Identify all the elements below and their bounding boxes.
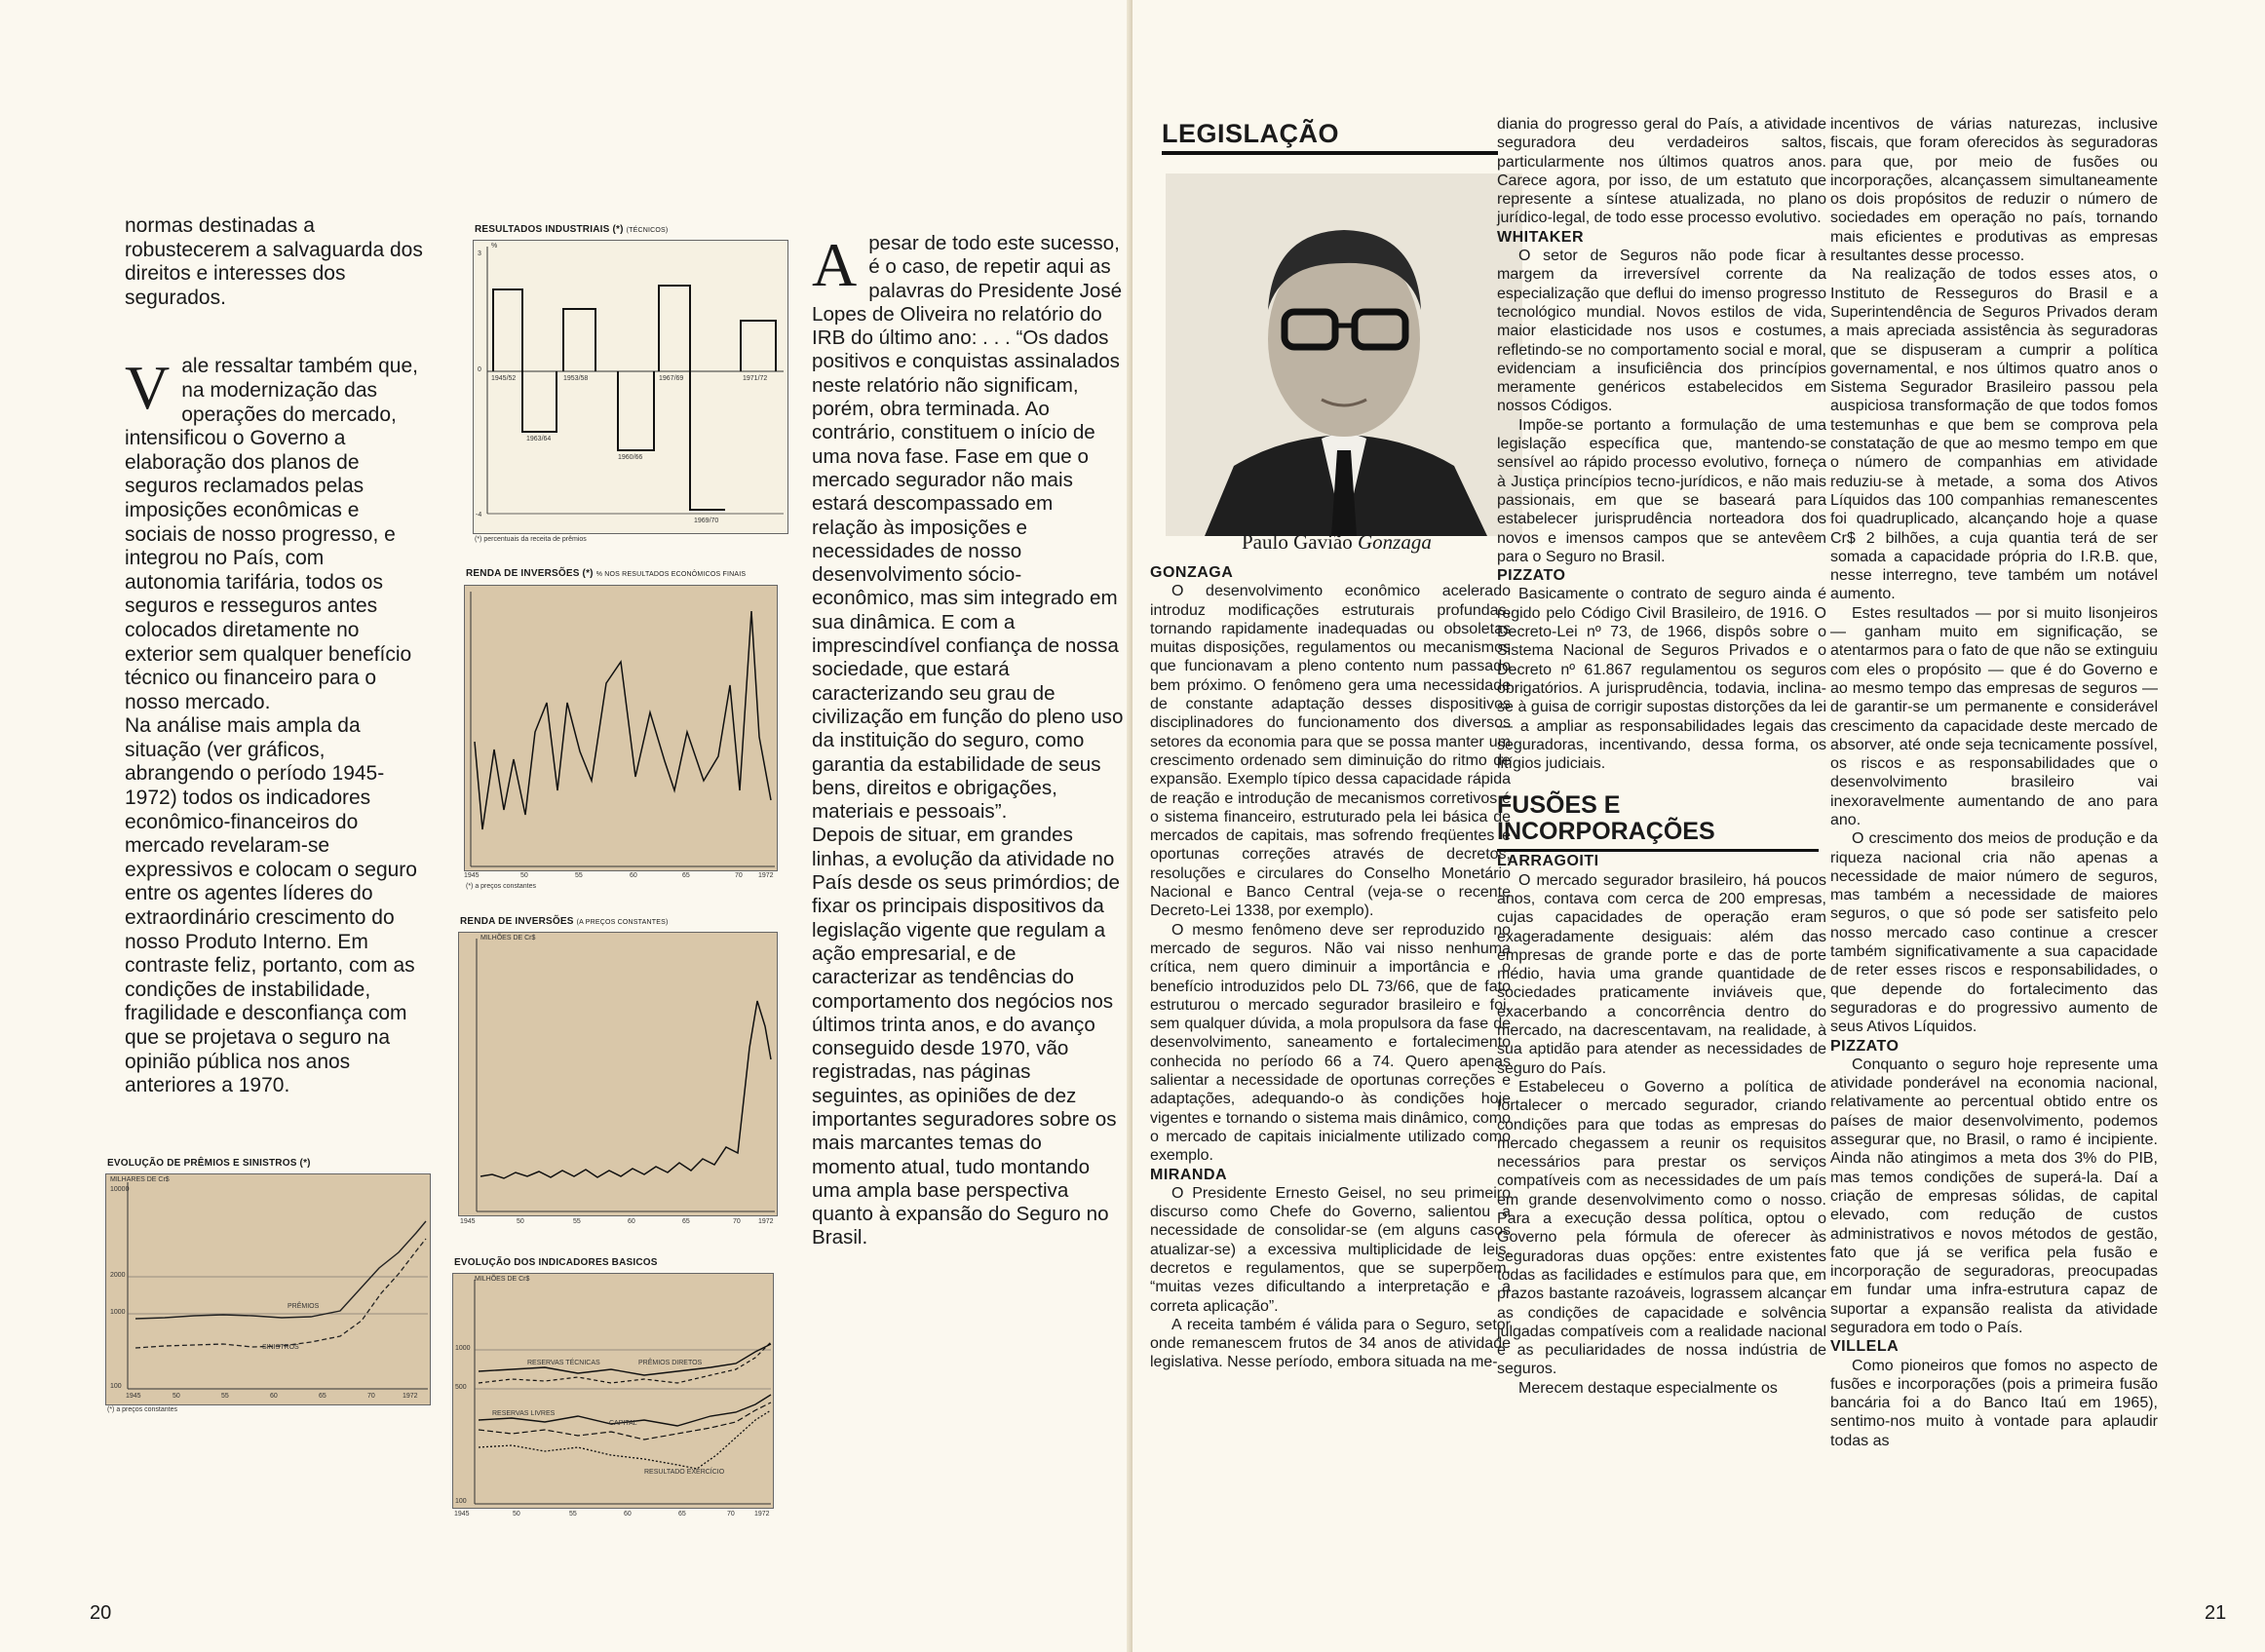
paragraph-gonzaga-2: O mesmo fenômeno deve ser reproduzido no mercado de seguros. Não vai nisso nenhuma crítica, nem quero diminuir a importância e o benefício introduzidos pelo DL 73/66, que de fato estruturou o mercado segurador brasileiro e foi, sem qualquer dúvida, a mola propulsora da fase de desenvolvimento, saneamento e fortalecimento conhecida no período 66 a 74. Quero apenas salientar a necessidade de oportunas correções e adaptações, adequando-o às condições hoje vigentes e tornando o sistema mais dinâmico, como o mercado de capitais inicialmente utilizado como exemplo.	[1150, 921, 1511, 1165]
chart-unit: MILHÕES DE Cr$	[475, 1276, 530, 1283]
x-tick-60: 60	[624, 1511, 632, 1518]
bar-1953-58	[563, 309, 595, 371]
heading-pizzato-2: PIZZATO	[1830, 1037, 1900, 1055]
paragraph-realizacao: Na realização de todos esses atos, o Instituto de Resseguros do Brasil e a Superintendência de Seguros Privados deram a mais apreciada assistência às seguradoras que se dispuseram a cumprir a política governamental, e nos últimos quatro anos o Sistema Segurador Brasileiro passou pela auspiciosa transformação de que todos fomos testemunhas e que bem se comprova pela constatação de que ao mesmo tempo em que o número de companhias em atividade reduziu-se à metade, a soma dos Ativos Líquidos das 100 companhias remanescentes foi quadruplicado, alcançando hoje a quase Cr$ 2 bilhões, a cuja quantia terá de ser somada a capacidade própria do I.R.B. que, nesse interregno, teve também um notável aumento.	[1830, 266, 2158, 603]
dropcap-a: A	[812, 230, 858, 299]
paragraph-apesar: Apesar de todo este sucesso, é o caso, de repetir aqui as palavras do Presidente José Lopes de Oliveira no relatório do IRB do último ano: . . . “Os dados positivos e conquistas assinalados neste relatório não significam, porém, obra terminada. Ao contrário, constituem o início de uma nova fase. Fase em que o mercado segurador não mais estará descompassado em relação às imposições e necessidades de nosso desenvolvimento sócio-econômico, mas sim integrado em sua dinâmica. E com a imprescindível confiança de nossa sociedade, que estará caracterizando seu grau de civilização em função do pleno uso da instituição do seguro, como garantia da estabilidade de seus bens, direitos e obrigações, materiais e pessoais”.	[812, 230, 1124, 824]
label-premios-diretos: PRÊMIOS DIRETOS	[638, 1360, 703, 1366]
x-tick-60: 60	[630, 872, 637, 879]
left-column-3	[812, 232, 1124, 1250]
chart-renda-const-svg	[459, 933, 777, 1215]
page-number-right: 21	[2205, 1602, 2227, 1624]
line-sinistros	[135, 1239, 426, 1348]
paragraph-larragoiti-3: Merecem destaque especialmente os	[1518, 1379, 1778, 1397]
y-tick-1000: 1000	[455, 1345, 471, 1352]
paragraph-incentivos: incentivos de várias naturezas, inclusive fiscais, que foram oferecidos às seguradoras para que, por meio de fusões ou incorporações, alcançassem simultaneamente os dois propósitos de reduzir o número de sociedades em operação no país, tornando mais eficientes e produtivas as empresas resultantes desse processo.	[1830, 116, 2158, 265]
paragraph-pizzato-2: Conquanto o seguro hoje represente uma atividade ponderável na economia nacional, relativamente ao percentual obtido entre os países de maior desenvolvimento, podemos assegurar que, no Brasil, o ramo é incipiente. Ainda não atingimos a meta dos 3% do PIB, mas temos condições de superá-la. Daí a criação de empresas sólidas, de capital elevado, com redução de custos administrativos e novos métodos de gestão, fato que já se verifica pela fusão e incorporação de seguradoras, preocupadas em fundar uma infra-estrutura capaz de suportar a expansão realista da atividade seguradora em todo o País.	[1830, 1056, 2158, 1336]
right-column-a	[1150, 563, 1511, 1372]
paragraph-pizzato: Basicamente o contrato de seguro ainda é regido pelo Código Civil Brasileiro, de 1916. O Decreto-Lei nº 73, de 1966, dispôs sobre o Sistema Nacional de Seguros Privados e o Decreto nº 61.867 regulamentou os seguros obrigatórios. A jurisprudência, todavia, inclina-se à guisa de corrigir supostas distorções da lei — a ampliar as responsabilidades legais das seguradoras, incentivando, dessa forma, os litígios judiciais.	[1497, 586, 1826, 773]
period-1960-66: 1960/66	[618, 454, 643, 461]
heading-whitaker: WHITAKER	[1497, 228, 1585, 246]
chart-indicadores-basicos	[452, 1273, 774, 1509]
x-tick-65: 65	[319, 1393, 326, 1400]
paragraph-crescimento: O crescimento dos meios de produção e da riqueza nacional cria não apenas a necessidade de maior número de seguros, mas também a necessidade de maiores seguros, o que só pode ser satisfeito pelo nosso mercado caso continue a crescer também significativamente a sua capacidade de reter esses riscos e responsabilidades, o que depende do fortalecimento das seguradoras e do progressivo aumento de seus Ativos Líquidos.	[1830, 830, 2158, 1036]
x-tick-1972: 1972	[754, 1511, 770, 1518]
bar-1967-69	[659, 286, 690, 371]
paragraph-miranda-1: O Presidente Ernesto Geisel, no seu primeiro discurso como Chefe do Governo, salientou a necessidade de consolidar-se (em alguns casos atualizar-se) a excessiva multiplicidade de leis, decretos e regulamentos, que se superpõem, “muitas vezes dificultando a interpretação e a correta aplicação”.	[1150, 1184, 1511, 1315]
y-tick-0: 0	[478, 366, 481, 373]
bar-1960-66	[618, 371, 654, 450]
chart-resultados-svg	[474, 241, 787, 533]
y-tick-500: 500	[455, 1384, 467, 1391]
paragraph-villela: Como pioneiros que fomos no aspecto de fusões e incorporações (pois a primeira fusão bancária foi a do Banco Itaú em 1965), sentimo-nos muito à vontade para aplaudir todas as	[1830, 1357, 2158, 1449]
line-premios	[135, 1221, 426, 1319]
bar-1969-70	[690, 371, 725, 510]
label-premios: PRÊMIOS	[288, 1303, 320, 1310]
x-tick-60: 60	[270, 1393, 278, 1400]
x-tick-65: 65	[682, 1218, 690, 1225]
right-column-c	[1830, 115, 2158, 1450]
x-tick-50: 50	[517, 1218, 524, 1225]
line-reservas-tecnicas	[479, 1344, 771, 1375]
paragraph-analise: Na análise mais ampla da situação (ver gráficos, abrangendo o período 1945-1972) todos os indicadores econômico-financeiros do mercado revelaram-se expressivos e colocam o seguro entre os agentes líderes do extraordinário crescimento do nosso Produto Interno. Em contraste feliz, portanto, com as condições de instabilidade, fragilidade e desconfiança com que se projetava o seguro na opinião pública nos anos anteriores a 1970.	[125, 714, 417, 1097]
label-capital: CAPITAL	[609, 1420, 637, 1427]
line-premios-diretos	[479, 1342, 771, 1383]
photo-caption: Paulo Gavião Gonzaga	[1242, 530, 1432, 554]
x-tick-60: 60	[628, 1218, 635, 1225]
chart-renda-pct-svg	[465, 586, 777, 870]
x-tick-55: 55	[569, 1511, 577, 1518]
period-1967-69: 1967/69	[659, 375, 684, 382]
chart-note-premios: (*) a preços constantes	[107, 1406, 177, 1413]
chart-renda-inversoes-const	[458, 932, 778, 1216]
paragraph-vale: Vale ressaltar também que, na modernização das operações do mercado, intensificou o Governo a elaboração dos planos de seguros reclamados pelas imposições econômicas e sociais de nosso progresso, e integrou no País, com autonomia tarifária, todos os seguros e resseguros antes colocados diretamente no exterior sem qualquer benefício técnico ou financeiro para o nosso mercado.	[125, 353, 419, 713]
portrait-photo	[1166, 173, 1522, 536]
x-tick-70: 70	[727, 1511, 735, 1518]
x-tick-55: 55	[573, 1218, 581, 1225]
x-tick-70: 70	[367, 1393, 375, 1400]
label-sinistros: SINISTROS	[262, 1344, 299, 1351]
section-title-legislacao: LEGISLAÇÃO	[1162, 119, 1498, 155]
x-tick-70: 70	[733, 1218, 741, 1225]
paragraph-depois: Depois de situar, em grandes linhas, a evolução da atividade no País desde os seus primórdios; de fixar os principais dispositivos da legislação vigente que regulam a ação empresarial, e de caracterizar as tendências do comportamento dos negócios nos últimos trinta anos, e do avanço conseguido desde 1970, vão registradas, nas páginas seguintes, as opiniões de dez importantes seguradores sobre os mais marcantes temas do momento atual, tudo montando uma ampla base perspectiva quanto à expansão do Seguro no Brasil.	[812, 824, 1120, 1249]
page-number-left: 20	[90, 1602, 112, 1624]
x-tick-1945: 1945	[464, 872, 480, 879]
x-tick-1972: 1972	[758, 1218, 774, 1225]
right-page	[1132, 0, 2265, 1652]
chart-note-resultados: (*) percentuais da receita de prêmios	[475, 536, 587, 543]
paragraph-intro: normas destinadas a robustecerem a salvaguarda dos direitos e interesses dos segurados.	[125, 214, 423, 309]
dropcap-v: V	[125, 353, 171, 423]
paragraph-larragoiti-2: Estabeleceu o Governo a política de fortalecer o mercado segurador, criando condições para que todas as empresas do mercado chegassem a reunir os requisitos necessários para prestar os serviços compatíveis com as necessidades de um país em grande desenvolvimento como o nosso. Para a execução dessa política, optou o Governo pela fórmula de oferecer às seguradoras duas opções: entre existentes todas as facilidades e estímulos para que, em prazos bastante razoáveis, lograssem alcançar as condições de capacidade e solvência julgadas compatíveis com a realidade nacional e as peculiaridades de nossa indústria de seguros.	[1497, 1078, 1826, 1378]
chart-title-resultados: RESULTADOS INDUSTRIAIS (*) (TÉCNICOS)	[475, 224, 669, 235]
portrait-photo-svg	[1166, 173, 1522, 536]
chart-title-indicadores: EVOLUÇÃO DOS INDICADORES BASICOS	[454, 1257, 658, 1268]
y-tick-10000: 10000	[110, 1186, 130, 1193]
heading-villela: VILLELA	[1830, 1338, 1900, 1356]
y-tick-100: 100	[455, 1498, 467, 1505]
chart-title-renda-pct: RENDA DE INVERSÕES (*) % NOS RESULTADOS ECONÔMICOS FINAIS	[466, 568, 747, 579]
x-tick-1945: 1945	[454, 1511, 470, 1518]
y-tick-2000: 2000	[110, 1272, 126, 1279]
y-tick-1000: 1000	[110, 1309, 126, 1316]
x-tick-1972: 1972	[758, 872, 774, 879]
right-column-b	[1497, 115, 1826, 1398]
bar-1945-52	[493, 289, 522, 371]
chart-indicadores-svg	[453, 1274, 773, 1508]
left-column-1	[125, 214, 425, 1098]
x-tick-1945: 1945	[460, 1218, 476, 1225]
x-tick-50: 50	[173, 1393, 180, 1400]
left-page	[0, 0, 1132, 1652]
x-tick-50: 50	[513, 1511, 520, 1518]
paragraph-resultados: Estes resultados — por si muito lisonjeiros — ganham muito em significação, se atentarmos para o fato de que não se extinguiu com eles o propósito — que é do Governo e ao mesmo tempo das empresas de seguros — de garantir-se um permanente e considerável crescimento da capacidade deste mercado de absorver, até onde seja tecnicamente possível, os riscos e as responsabilidades que o desenvolvimento brasileiro vai inexoravelmente aumentando de ano para ano.	[1830, 604, 2158, 828]
bar-1963-64	[522, 371, 557, 432]
section-title-fusoes: FUSÕES E INCORPORAÇÕES	[1497, 792, 1819, 852]
line-renda-const	[480, 1001, 771, 1178]
x-tick-1972: 1972	[403, 1393, 418, 1400]
chart-unit: MILHÕES DE Cr$	[480, 935, 536, 941]
heading-miranda: MIRANDA	[1150, 1166, 1228, 1183]
label-reservas-tecnicas: RESERVAS TÉCNICAS	[527, 1360, 600, 1366]
x-tick-55: 55	[221, 1393, 229, 1400]
x-tick-1945: 1945	[126, 1393, 141, 1400]
paragraph-whitaker-1: O setor de Seguros não pode ficar à margem da irreversível corrente da especialização que deflui do imenso progresso tecnológico mundial. Novos estilos de vida, maior elasticidade nos usos e costumes, refletindo-se no comportamento social e moral, evidenciam a insuficiência dos princípios meramente genéricos estabelecidos em nossos Códigos.	[1497, 248, 1826, 415]
chart-premios-sinistros-svg	[106, 1174, 430, 1404]
x-tick-70: 70	[735, 872, 743, 879]
label-resultado-exercicio: RESULTADO EXERCÍCIO	[644, 1469, 725, 1476]
y-tick-3: 3	[478, 250, 481, 257]
paragraph-continuation: diania do progresso geral do País, a atividade seguradora deu verdadeiros saltos, particularmente nos últimos quatros anos. Carece agora, por isso, de um estatuto que represente a síntese atualizada, no plano jurídico-legal, de todo esse processo evolutivo.	[1497, 116, 1826, 227]
chart-unit: %	[491, 243, 498, 250]
paragraph-gonzaga-1: O desenvolvimento econômico acelerado introduz modificações estruturais profundas, tornando rapidamente inadequadas ou obsoletas muitas disposições, regulamentos ou mecanismos que funcionavam a pleno contento num passado bem próximo. O fenômeno gera uma necessidade de constante adaptação desses dispositivos disciplinadores do funcionamento dos diversos setores da economia para que se possa manter um crescimento ordenado sem diminuição do ritmo de expansão. Exemplo típico dessa capacidade rápida de reação e introdução de mecanismos corretivos é o sistema financeiro, estruturado pela lei básica de mercados de capitais, mas sofrendo freqüentes e oportunas correções através de decretos, resoluções e circulares do Conselho Monetário Nacional e Banco Central (veja-se o recente Decreto-Lei 1338, por exemplo).	[1150, 583, 1511, 920]
heading-pizzato: PIZZATO	[1497, 567, 1566, 585]
paragraph-whitaker-2: Impõe-se portanto a formulação de uma legislação específica que, mantendo-se sensível ao rápido processo evolutivo, forneça à Justiça princípios tecno-jurídicos, e não mais passionais, em que se baseará para estabelecer jurisprudência norteadora dos novos e imensos campos que se antevêem para o Seguro no Brasil.	[1497, 416, 1826, 565]
chart-unit: MILHARES DE Cr$	[110, 1176, 170, 1183]
chart-title-premios-sinistros: EVOLUÇÃO DE PRÊMIOS E SINISTROS (*)	[107, 1158, 311, 1169]
period-1971-72: 1971/72	[743, 375, 768, 382]
chart-renda-inversoes-pct	[464, 585, 778, 871]
period-1945-52: 1945/52	[491, 375, 517, 382]
y-tick-neg4: -4	[476, 512, 482, 519]
chart-title-renda-const: RENDA DE INVERSÕES (A PREÇOS CONSTANTES)	[460, 916, 669, 927]
period-1963-64: 1963/64	[526, 436, 552, 442]
x-tick-65: 65	[678, 1511, 686, 1518]
paragraph-miranda-2: A receita também é válida para o Seguro, setor onde remanescem frutos de 34 anos de atividade legislativa. Nesse período, embora situada na me-	[1150, 1316, 1511, 1371]
heading-larragoiti: LARRAGOITI	[1497, 853, 1599, 870]
y-tick-100: 100	[110, 1383, 122, 1390]
label-reservas-livres: RESERVAS LIVRES	[492, 1410, 556, 1417]
chart-resultados-industriais	[473, 240, 788, 534]
bar-1971-72	[741, 321, 776, 371]
chart-note-renda-pct: (*) a preços constantes	[466, 883, 536, 890]
period-1969-70: 1969/70	[694, 518, 719, 524]
paragraph-larragoiti-1: O mercado segurador brasileiro, há poucos anos, contava com cerca de 200 empresas, cujas capacidades de operação eram exageradamente desiguais: além das empresas de grande porte e das de porte médio, havia uma grande quantidade de sociedades praticamente inviáveis que, exacerbando a concorrência dentro do mercado, na dacrescentavam, na realidade, à sua aptidão para atender as necessidades de seguro do País.	[1497, 871, 1826, 1077]
x-tick-65: 65	[682, 872, 690, 879]
chart-premios-sinistros	[105, 1173, 431, 1405]
heading-gonzaga: GONZAGA	[1150, 564, 1234, 581]
x-tick-55: 55	[575, 872, 583, 879]
period-1953-58: 1953/58	[563, 375, 589, 382]
line-renda-pct	[475, 611, 771, 829]
x-tick-50: 50	[520, 872, 528, 879]
